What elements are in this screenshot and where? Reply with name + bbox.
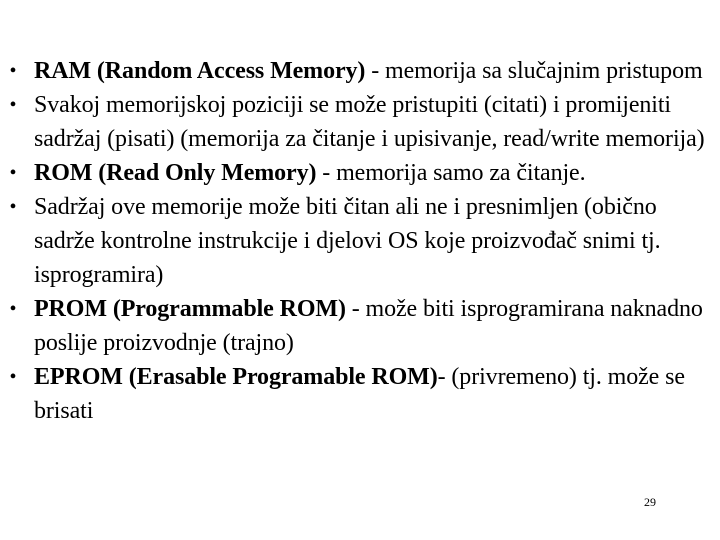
page-number: 29 (644, 495, 656, 509)
list-item (0, 88, 720, 156)
item-text: - može biti isprogramirana naknadno poslije proizvodnje (trajno) (34, 296, 703, 356)
term: ROM (Read Only Memory) (34, 160, 317, 186)
item-text: Sadržaj ove memorije može biti čitan ali ne i presnimljen (obično sadrže kontrolne instrukcije i djelovi OS koje proizvođač snimi tj. isprogramira) (34, 194, 661, 288)
term: EPROM (Erasable Programable ROM) (34, 364, 438, 390)
bullet-icon: • (9, 366, 17, 388)
term: RAM (Random Access Memory) (34, 58, 366, 84)
bullet-icon: • (9, 94, 17, 116)
bullet-icon: • (9, 196, 17, 218)
list-item (0, 190, 720, 292)
bullet-icon: • (9, 298, 17, 320)
list-item (0, 292, 720, 360)
list-item (0, 156, 720, 190)
bullet-icon: • (9, 162, 17, 184)
item-text: - (privremeno) tj. može se brisati (34, 364, 685, 424)
list-item (0, 360, 720, 428)
item-text: Svakoj memorijskoj poziciji se može pristupiti (citati) i promijeniti sadržaj (pisati) (memorija za čitanje i upisivanje, read/write memorija) (34, 92, 705, 152)
list-item (0, 54, 720, 88)
item-text: - memorija sa slučajnim pristupom (365, 58, 703, 84)
item-text: - memorija samo za čitanje. (316, 160, 586, 186)
bullet-icon: • (9, 60, 17, 82)
bullet-list (0, 54, 720, 428)
term: PROM (Programmable ROM) (34, 296, 346, 322)
